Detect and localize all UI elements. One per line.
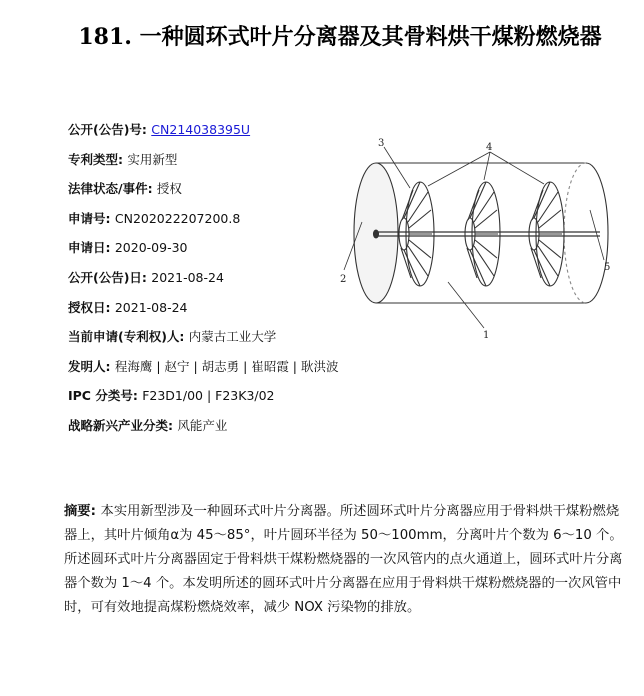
field-industry bbox=[68, 417, 339, 447]
field-inventors bbox=[68, 358, 339, 388]
field-label: 授权日: bbox=[68, 299, 115, 315]
field-value: 实用新型 bbox=[127, 151, 178, 167]
field-ipc bbox=[68, 387, 339, 417]
abstract-label: 摘要: bbox=[64, 504, 101, 519]
cylinder-right-end bbox=[586, 163, 611, 303]
field-label: 申请日: bbox=[68, 240, 115, 256]
field-value: 内蒙古工业大学 bbox=[188, 329, 277, 345]
field-label: 当前申请(专利权)人: bbox=[68, 329, 189, 345]
figure-label-5: 5 bbox=[604, 262, 611, 273]
field-application-number bbox=[68, 210, 339, 240]
field-publication-number bbox=[68, 121, 339, 151]
separator-1 bbox=[399, 182, 434, 286]
publication-number-link[interactable]: CN214038395U bbox=[151, 122, 251, 137]
field-value: 2021-08-24 bbox=[114, 299, 188, 315]
field-grant-date bbox=[68, 299, 339, 329]
patent-fields bbox=[68, 121, 339, 447]
field-label: 战略新兴产业分类: bbox=[68, 417, 178, 433]
field-label: 公开(公告)日: bbox=[68, 269, 152, 285]
field-label: 发明人: bbox=[68, 358, 115, 374]
abstract bbox=[64, 500, 624, 620]
field-value: CN202022207200.8 bbox=[114, 210, 241, 226]
patent-figure bbox=[338, 130, 628, 345]
figure-label-2: 2 bbox=[340, 274, 347, 285]
field-patent-type bbox=[68, 151, 339, 181]
field-application-date bbox=[68, 239, 339, 269]
field-label: 专利类型: bbox=[68, 151, 128, 167]
figure-label-4: 4 bbox=[486, 142, 493, 153]
field-value: 授权 bbox=[156, 181, 182, 197]
page-title: 181. 一种圆环式叶片分离器及其骨料烘干煤粉燃烧器 bbox=[78, 24, 602, 50]
field-label: 公开(公告)号: bbox=[68, 122, 152, 137]
figure-label-3: 3 bbox=[378, 138, 385, 149]
field-label: 法律状态/事件: bbox=[68, 181, 157, 197]
abstract-text: 本实用新型涉及一种圆环式叶片分离器。所述圆环式叶片分离器应用于骨料烘干煤粉燃烧器上，其叶片倾角α为 45～85°，叶片圆环半径为 50～100mm，分离叶片个数为 6～10 个。所述圆环式叶片分离器固定于骨料烘干煤粉燃烧器的一次风管内的点火通道上，圆环式叶片分离器个数为 1～4 个。本发明所述的圆环式叶片分离器在应用于骨料烘干煤粉燃烧器的一次风管中时，可有效地提高煤粉燃烧效率，减少 NOX 污染物的排放。 bbox=[64, 504, 623, 615]
leader-4a bbox=[428, 152, 490, 186]
leader-4c bbox=[490, 152, 544, 184]
field-label: IPC 分类号: bbox=[68, 388, 143, 404]
field-value: F23D1/00 | F23K3/02 bbox=[142, 388, 275, 404]
leader-5 bbox=[590, 210, 604, 260]
separator-2 bbox=[465, 182, 500, 286]
field-value: 2020-09-30 bbox=[114, 240, 188, 256]
separator-3 bbox=[529, 182, 564, 286]
field-applicant bbox=[68, 328, 339, 358]
field-value: 2021-08-24 bbox=[151, 269, 224, 285]
figure-label-1: 1 bbox=[483, 330, 490, 341]
leader-4b bbox=[484, 152, 490, 180]
leader-1 bbox=[448, 282, 484, 328]
field-value: 风能产业 bbox=[177, 417, 228, 433]
field-value: 程海鹰 | 赵宁 | 胡志勇 | 崔昭霞 | 耿洪波 bbox=[114, 358, 339, 374]
field-publication-date bbox=[68, 269, 339, 299]
field-legal-status bbox=[68, 180, 339, 210]
field-label: 申请号: bbox=[68, 210, 115, 226]
